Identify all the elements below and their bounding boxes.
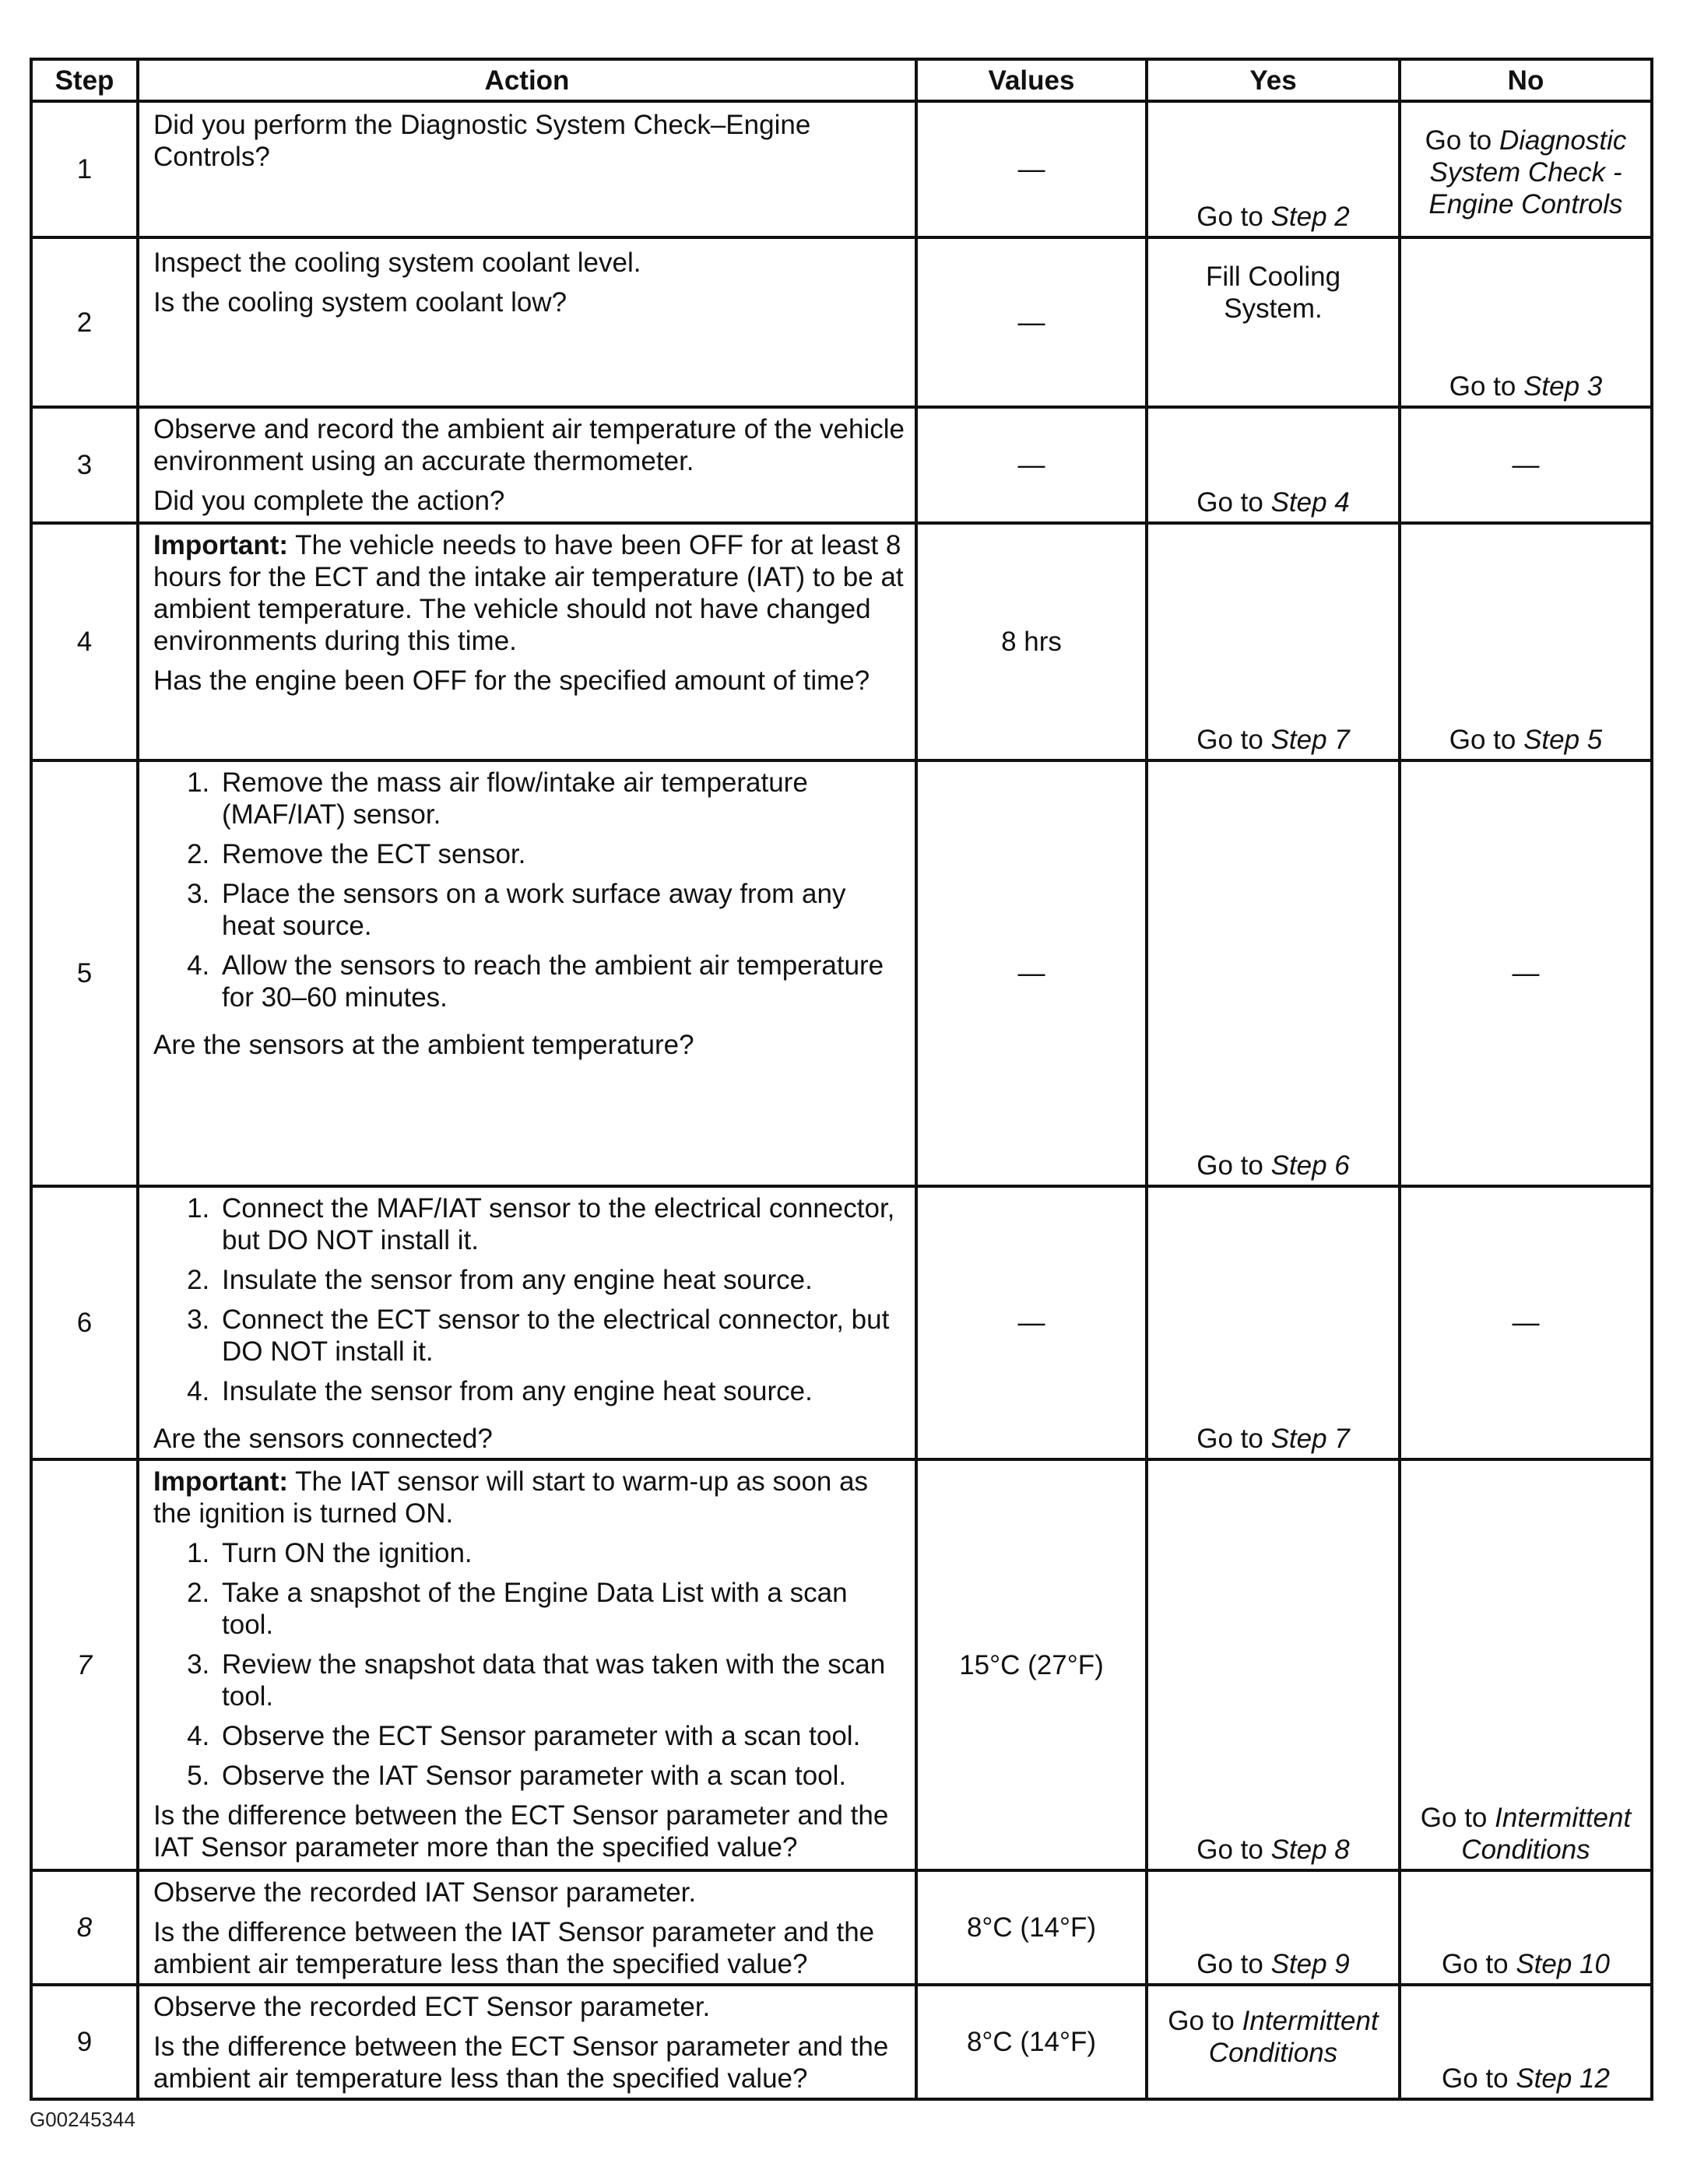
step-number: 6 [31,1186,138,1459]
value-cell: 8 hrs [916,523,1147,760]
value-cell: 8°C (14°F) [916,1985,1147,2099]
yes-cell [1147,523,1400,760]
list-item: 2. Take a snapshot of the Engine Data List with a scan tool. [217,1577,905,1641]
yes-prefix: Go to [1196,487,1271,518]
step-number: 4 [31,523,138,760]
diagnostic-table-sheet [30,58,1650,2101]
list-item: 1. Turn ON the ignition. [217,1537,905,1569]
list-item: 3. Connect the ECT sensor to the electrical connector, but DO NOT install it. [217,1304,905,1368]
no-cell: — [1400,1186,1652,1459]
list-item: 3. Place the sensors on a work surface away from any heat source. [217,878,905,942]
list-item: 2. Remove the ECT sensor. [217,838,905,870]
action-steps-list [153,1537,905,1792]
action-question: Is the difference between the ECT Sensor parameter and the IAT Sensor parameter more than the specified value? [153,1800,889,1863]
yes-cell [1147,1186,1400,1459]
yes-prefix: Go to [1196,1949,1271,1979]
yes-link[interactable]: Step 2 [1270,202,1350,232]
no-cell [1400,1870,1652,1985]
action-cell [138,1985,916,2099]
value-cell: 15°C (27°F) [916,1459,1147,1870]
important-label: Important: [153,530,289,560]
action-cell [138,760,916,1186]
value-cell: — [916,1186,1147,1459]
table-row [31,237,1652,407]
value-cell: — [916,407,1147,523]
table-row [31,407,1652,523]
value-cell: — [916,760,1147,1186]
yes-link[interactable]: Step 9 [1270,1949,1350,1979]
no-prefix: Go to [1449,371,1524,402]
table-row [31,1186,1652,1459]
no-link[interactable]: Step 10 [1516,1949,1610,1979]
action-question: Are the sensors at the ambient temperature? [153,1030,694,1060]
value-cell: 8°C (14°F) [916,1870,1147,1985]
step-number: 9 [31,1985,138,2099]
action-cell [138,1186,916,1459]
header-step: Step [31,59,138,101]
yes-prefix: Go to [1196,1424,1271,1454]
step-number: 5 [31,760,138,1186]
list-item: 2. Insulate the sensor from any engine heat source. [217,1264,905,1296]
no-cell [1400,101,1652,237]
action-text: Observe and record the ambient air temperature of the vehicle environment using an accurate thermometer. [153,414,905,476]
step-number: 8 [31,1870,138,1985]
action-question: Are the sensors connected? [153,1424,493,1454]
important-text: The vehicle needs to have been OFF for at least 8 hours for the ECT and the intake air temperature (IAT) to be at ambient temperature. The vehicle should not have changed environments during this time. [153,530,904,656]
header-yes: Yes [1147,59,1400,101]
action-text: Observe the recorded IAT Sensor parameter. [153,1877,697,1908]
action-cell [138,1870,916,1985]
no-link[interactable]: Step 3 [1523,371,1603,402]
no-link[interactable]: Intermittent Conditions [1461,1803,1632,1865]
yes-prefix: Go to [1196,1150,1271,1181]
header-action: Action [138,59,916,101]
step-number: 7 [31,1459,138,1870]
header-no: No [1400,59,1652,101]
value-cell: — [916,237,1147,407]
no-cell: — [1400,760,1652,1186]
action-steps-list [153,1192,905,1415]
yes-cell [1147,101,1400,237]
table-row [31,1459,1652,1870]
action-text: Did you perform the Diagnostic System Check–Engine Controls? [153,110,811,172]
header-values: Values [916,59,1147,101]
yes-cell [1147,1870,1400,1985]
important-note [153,529,905,657]
list-item: 4. Observe the ECT Sensor parameter with a scan tool. [217,1720,905,1752]
yes-prefix: Go to [1168,2006,1242,2036]
no-link[interactable]: Step 5 [1523,725,1603,755]
table-row [31,1870,1652,1985]
action-text: Observe the recorded ECT Sensor parameter. [153,1992,711,2022]
yes-link[interactable]: Intermittent Conditions [1208,2006,1379,2068]
yes-prefix: Go to [1196,725,1271,755]
action-cell [138,523,916,760]
yes-cell [1147,1985,1400,2099]
table-row [31,523,1652,760]
action-text: Inspect the cooling system coolant level. [153,248,641,278]
yes-prefix: Go to [1196,1835,1271,1865]
important-label: Important: [153,1466,289,1497]
list-item: 1. Connect the MAF/IAT sensor to the electrical connector, but DO NOT install it. [217,1192,905,1256]
no-cell [1400,523,1652,760]
table-row [31,1985,1652,2099]
yes-link[interactable]: Step 6 [1270,1150,1350,1181]
action-question: Has the engine been OFF for the specified amount of time? [153,665,870,696]
list-item: 4. Allow the sensors to reach the ambient air temperature for 30–60 minutes. [217,950,905,1013]
no-cell [1400,1459,1652,1870]
action-cell [138,407,916,523]
no-prefix: Go to [1425,125,1499,156]
yes-link[interactable]: Step 4 [1270,487,1350,518]
step-number: 2 [31,237,138,407]
important-note [153,1466,905,1529]
important-text: The IAT sensor will start to warm-up as soon as the ignition is turned ON. [153,1466,869,1529]
step-number: 3 [31,407,138,523]
list-item: 4. Insulate the sensor from any engine heat source. [217,1375,905,1407]
action-cell [138,1459,916,1870]
yes-link[interactable]: Step 8 [1270,1835,1350,1865]
header-row [31,59,1652,101]
no-prefix: Go to [1442,2063,1516,2094]
step-number: 1 [31,101,138,237]
diagnostic-table [30,58,1653,2101]
no-prefix: Go to [1420,1803,1495,1833]
action-question: Is the difference between the IAT Sensor parameter and the ambient air temperature less than the specified value? [153,1917,875,1979]
yes-cell [1147,1459,1400,1870]
action-question: Did you complete the action? [153,486,505,516]
figure-code: G00245344 [30,2108,135,2131]
action-question: Is the difference between the ECT Sensor parameter and the ambient air temperature less than the specified value? [153,2031,889,2094]
no-cell [1400,237,1652,407]
no-link[interactable]: Step 12 [1516,2063,1610,2094]
table-row [31,101,1652,237]
no-link[interactable]: Diagnostic System Check - Engine Controls [1428,125,1627,219]
yes-cell [1147,760,1400,1186]
table-row [31,760,1652,1186]
action-cell [138,101,916,237]
action-question: Is the cooling system coolant low? [153,287,567,318]
no-cell: — [1400,407,1652,523]
yes-link[interactable]: Step 7 [1270,725,1350,755]
no-prefix: Go to [1442,1949,1516,1979]
yes-cell [1147,407,1400,523]
action-cell [138,237,916,407]
yes-link[interactable]: Step 7 [1270,1424,1350,1454]
list-item: 3. Review the snapshot data that was taken with the scan tool. [217,1649,905,1712]
list-item: 5. Observe the IAT Sensor parameter with a scan tool. [217,1760,905,1792]
list-item: 1. Remove the mass air flow/intake air temperature (MAF/IAT) sensor. [217,767,905,830]
action-steps-list [153,767,905,1021]
yes-prefix: Go to [1196,202,1271,232]
value-cell: — [916,101,1147,237]
no-cell [1400,1985,1652,2099]
no-prefix: Go to [1449,725,1524,755]
yes-cell: Fill Cooling System. [1147,237,1400,407]
